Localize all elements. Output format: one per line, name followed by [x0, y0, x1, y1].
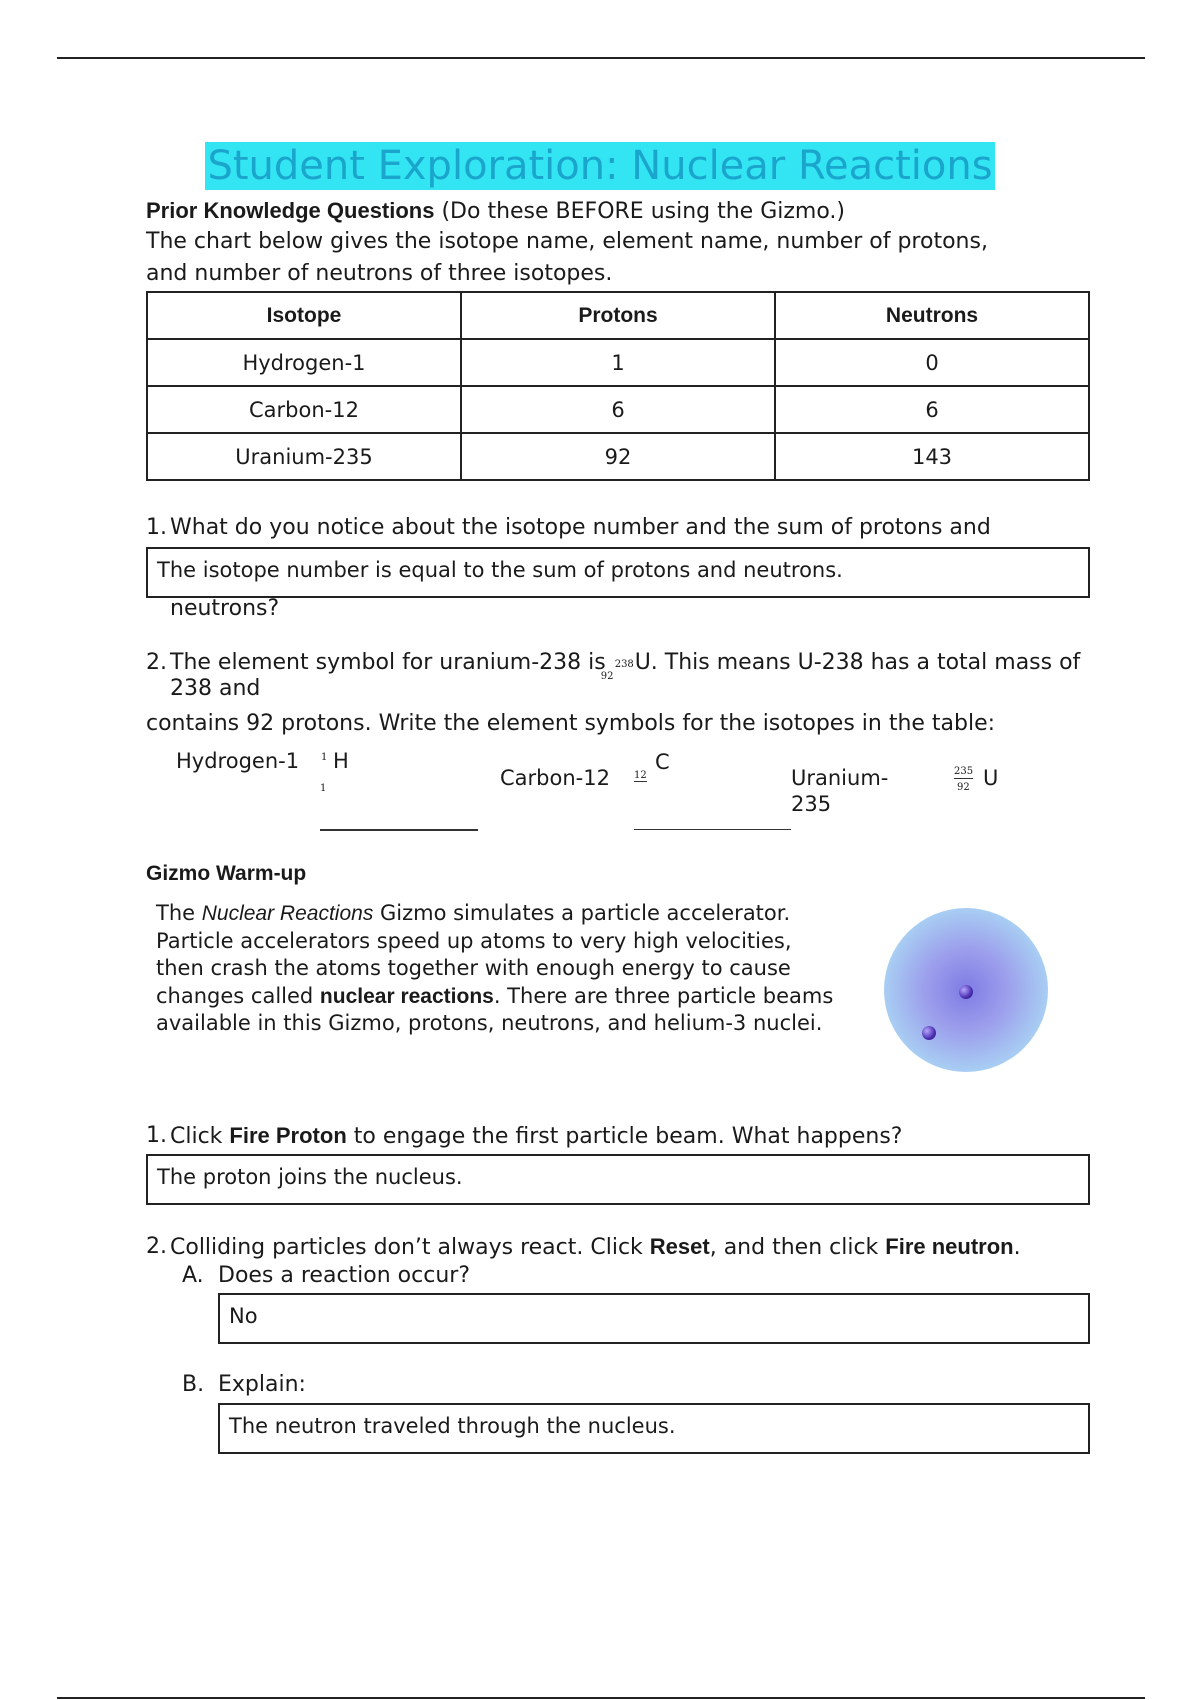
part-b-text: Explain: — [218, 1372, 306, 1397]
table-row — [147, 386, 1089, 433]
u238-notation — [600, 653, 635, 682]
w2-text-b: , and then click — [709, 1235, 886, 1260]
question-2-line-3: contains 92 protons. Write the element symbols for the isotopes in the table: — [146, 711, 996, 736]
question-2-number: 2. — [146, 650, 167, 675]
table-cell: 0 — [775, 339, 1089, 386]
warmup-heading: Gizmo Warm-up — [146, 862, 307, 885]
table-cell: 92 — [461, 433, 775, 480]
question-1-text-cont: neutrons? — [170, 596, 280, 621]
warmup-question-1-text — [170, 1120, 902, 1153]
question-2-line-1 — [170, 647, 1081, 682]
part-a-label: A. — [182, 1263, 204, 1288]
hydrogen-mass-number: 1 — [321, 752, 328, 763]
table-row — [147, 339, 1089, 386]
warmup-text-b: Gizmo simulates a particle accelerator. Particle accelerators speed up atoms to very high velocities, then crash the atoms together with enough energy to cause changes called — [156, 901, 792, 1008]
hydrogen-atomic-number: 1 — [320, 783, 327, 794]
u238-atomic-number: 92 — [600, 671, 614, 682]
uranium-symbol: U — [983, 766, 999, 790]
hydrogen-symbol: H — [333, 749, 349, 773]
warmup-paragraph — [156, 900, 836, 1038]
question-1-text: What do you notice about the isotope number and the sum of protons and — [170, 515, 991, 540]
question-2-line-2: 238 and — [170, 676, 261, 701]
warmup-question-1-number: 1. — [146, 1123, 167, 1148]
fire-neutron-label: Fire neutron — [885, 1234, 1014, 1259]
table-cell: 143 — [775, 433, 1089, 480]
question-2-text-a: The element symbol for uranium-238 is — [170, 650, 606, 675]
header-protons: Protons — [461, 292, 775, 339]
header-neutrons: Neutrons — [775, 292, 1089, 339]
warmup-question-1-answer[interactable]: The proton joins the nucleus. — [146, 1154, 1090, 1205]
carbon-label: Carbon-12 — [500, 766, 610, 790]
fire-proton-label: Fire Proton — [229, 1123, 347, 1148]
carbon-mass-number: 12 — [634, 770, 647, 781]
reset-label: Reset — [649, 1234, 710, 1259]
table-cell: Uranium-235 — [147, 433, 461, 480]
prior-knowledge-heading: Prior Knowledge Questions — [146, 198, 435, 223]
u235-atomic-number: 92 — [957, 782, 970, 793]
table-cell: 1 — [461, 339, 775, 386]
isotope-table — [146, 291, 1090, 481]
uranium-label-2: 235 — [791, 792, 832, 816]
carbon-answer-line[interactable] — [634, 829, 791, 830]
table-row — [147, 433, 1089, 480]
page-title: Student Exploration: Nuclear Reactions — [207, 143, 993, 189]
atom-illustration — [884, 908, 1048, 1072]
hydrogen-answer-line[interactable] — [320, 829, 478, 831]
particle-dot — [922, 1026, 936, 1040]
intro-line-2: and number of neutrons of three isotopes. — [146, 261, 613, 286]
warmup-question-2-number: 2. — [146, 1234, 167, 1259]
part-b-label: B. — [182, 1372, 205, 1397]
table-cell: Hydrogen-1 — [147, 339, 461, 386]
table-header-row — [147, 292, 1089, 339]
u238-mass-number: 238 — [614, 659, 634, 670]
w2-text-c: . — [1013, 1235, 1021, 1260]
warmup-text-c: . There are three particle beams available in this Gizmo, protons, neutrons, and helium-3 nuclei. — [156, 983, 834, 1035]
w1-text-a: Click — [170, 1124, 230, 1149]
w1-text-b: to engage the first particle beam. What happens? — [346, 1124, 903, 1149]
hydrogen-label: Hydrogen-1 — [176, 749, 300, 773]
particle-dot — [959, 985, 973, 999]
title-container — [0, 142, 1200, 190]
table-cell: 6 — [775, 386, 1089, 433]
table-cell: Carbon-12 — [147, 386, 461, 433]
question-1-number: 1. — [146, 515, 167, 540]
top-rule — [57, 57, 1145, 59]
part-a-text: Does a reaction occur? — [218, 1263, 470, 1288]
table-cell: 6 — [461, 386, 775, 433]
part-b-answer[interactable]: The neutron traveled through the nucleus. — [218, 1403, 1090, 1454]
bottom-rule — [57, 1697, 1145, 1699]
header-isotope: Isotope — [147, 292, 461, 339]
warmup-text-a: The — [156, 901, 202, 925]
prior-knowledge-line — [146, 195, 845, 228]
carbon-symbol: C — [655, 750, 670, 774]
question-1-answer[interactable]: The isotope number is equal to the sum of protons and neutrons. — [146, 547, 1090, 598]
warmup-bold-term: nuclear reactions — [319, 984, 494, 1008]
warmup-gizmo-name: Nuclear Reactions — [201, 902, 374, 925]
uranium-label-1: Uranium- — [791, 766, 889, 790]
u235-mass-number: 235 — [954, 766, 974, 777]
intro-line-1: The chart below gives the isotope name, element name, number of protons, — [146, 229, 988, 254]
prior-knowledge-note: (Do these BEFORE using the Gizmo.) — [434, 199, 845, 224]
question-2-text-b: U. This means U-238 has a total mass of — [634, 650, 1081, 675]
w2-text-a: Colliding particles don’t always react. Click — [170, 1235, 650, 1260]
part-a-answer[interactable]: No — [218, 1293, 1090, 1344]
